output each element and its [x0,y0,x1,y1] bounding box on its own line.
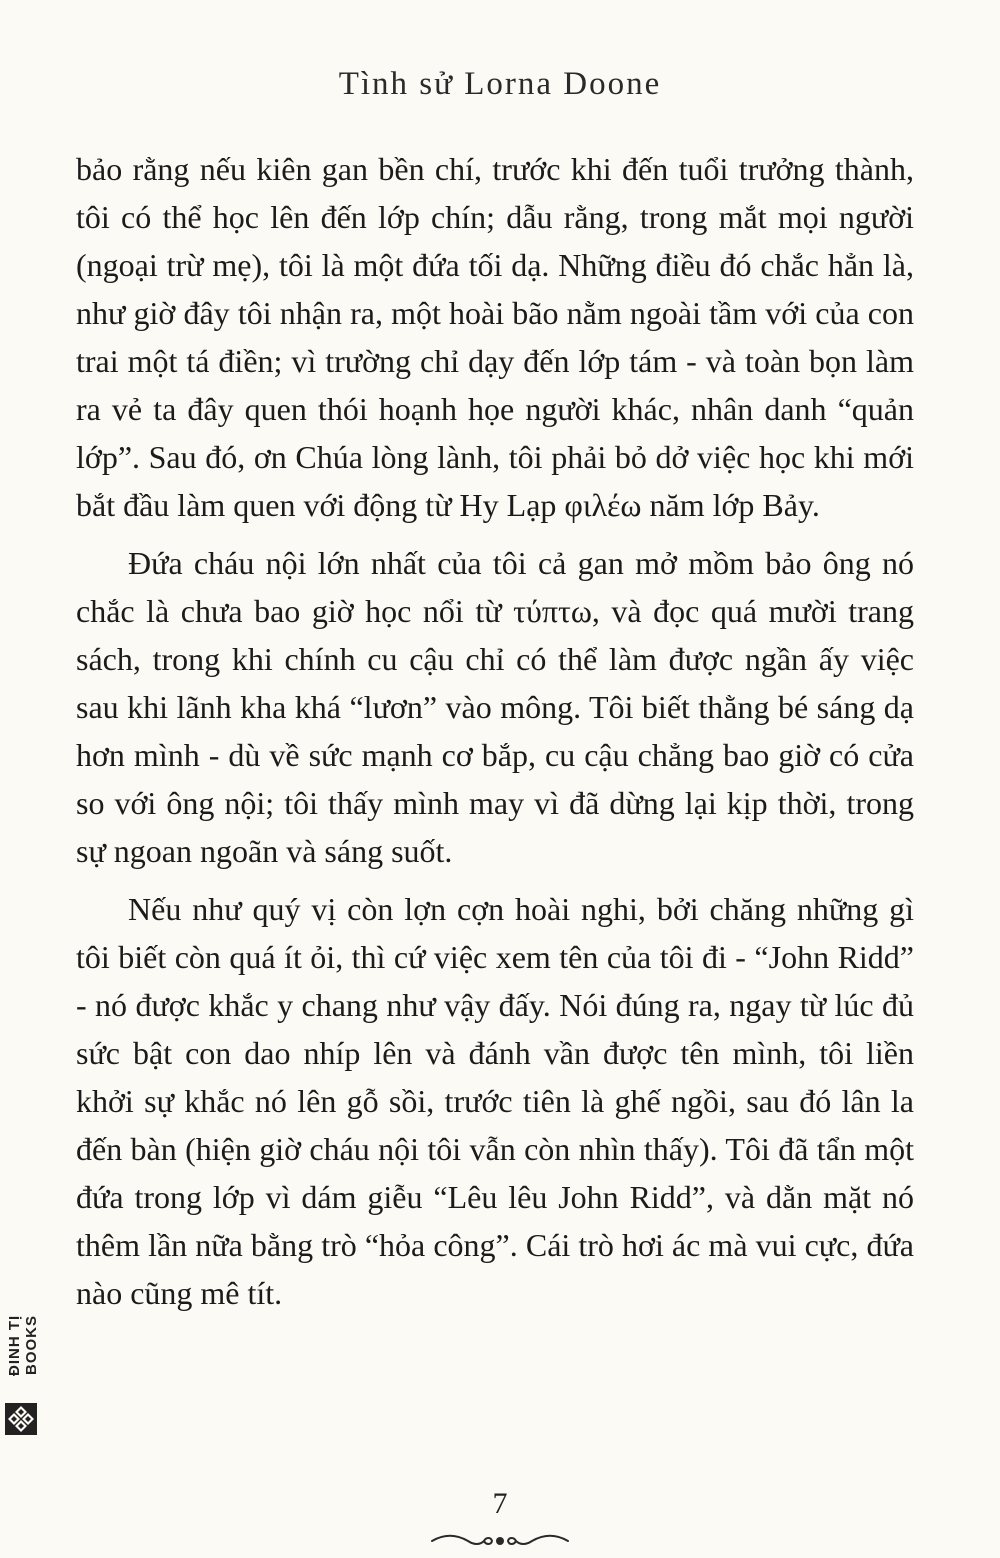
paragraph-1: bảo rằng nếu kiên gan bền chí, trước khi đến tuổi trưởng thành, tôi có thể học lên đến lớp chín; dẫu rằng, trong mắt mọi người (ngoại trừ mẹ), tôi là một đứa tối dạ. Những điều đó chắc hẳn là, như giờ đây tôi nhận ra, một hoài bão nằm ngoài tầm với của con trai một tá điền; vì trường chỉ dạy đến lớp tám - và toàn bọn làm ra vẻ ta đây quen thói hoạnh họe người khác, nhân danh “quản lớp”. Sau đó, ơn Chúa lòng lành, tôi phải bỏ dở việc học khi mới bắt đầu làm quen với động từ Hy Lạp φιλέω năm lớp Bảy. [76,151,914,523]
page-number: 7 [492,1487,508,1520]
body-text [76,145,914,1317]
paragraph-2: Đứa cháu nội lớn nhất của tôi cả gan mở mồm bảo ông nó chắc là chưa bao giờ học nổi từ τύπτω, và đọc quá mười trang sách, trong khi chính cu cậu chỉ có thể làm được ngần ấy việc sau khi lãnh kha khá “lươn” vào mông. Tôi biết thằng bé sáng dạ hơn mình - dù về sức mạnh cơ bắp, cu cậu chẳng bao giờ có cửa so với ông nội; tôi thấy mình may vì đã dừng lại kịp thời, trong sự ngoan ngoãn và sáng suốt. [76,545,914,869]
ornament-flourish-icon [430,1530,570,1552]
publisher-logo [4,1290,38,1450]
paragraph-3: Nếu như quý vị còn lợn cợn hoài nghi, bởi chăng những gì tôi biết còn quá ít ỏi, thì cứ việc xem tên của tôi đi - “John Ridd” - nó được khắc y chang như vậy đấy. Nói đúng ra, ngay từ lúc đủ sức bật con dao nhíp lên và đánh vần được tên mình, tôi liền khởi sự khắc nó lên gỗ sồi, trước tiên là ghế ngồi, sau đó lân la đến bàn (hiện giờ cháu nội tôi vẫn còn nhìn thấy). Tôi đã tẩn một đứa trong lớp vì dám giễu “Lêu lêu John Ridd”, và dằn mặt nó thêm lần nữa bằng trò “hỏa công”. Cái trò hơi ác mà vui cực, đứa nào cũng mê tít. [76,891,914,1311]
diamond-lattice-icon [4,1402,38,1436]
publisher-name: ĐINH TỊ BOOKS [6,1314,40,1376]
running-header: Tình sử Lorna Doone [338,66,662,102]
